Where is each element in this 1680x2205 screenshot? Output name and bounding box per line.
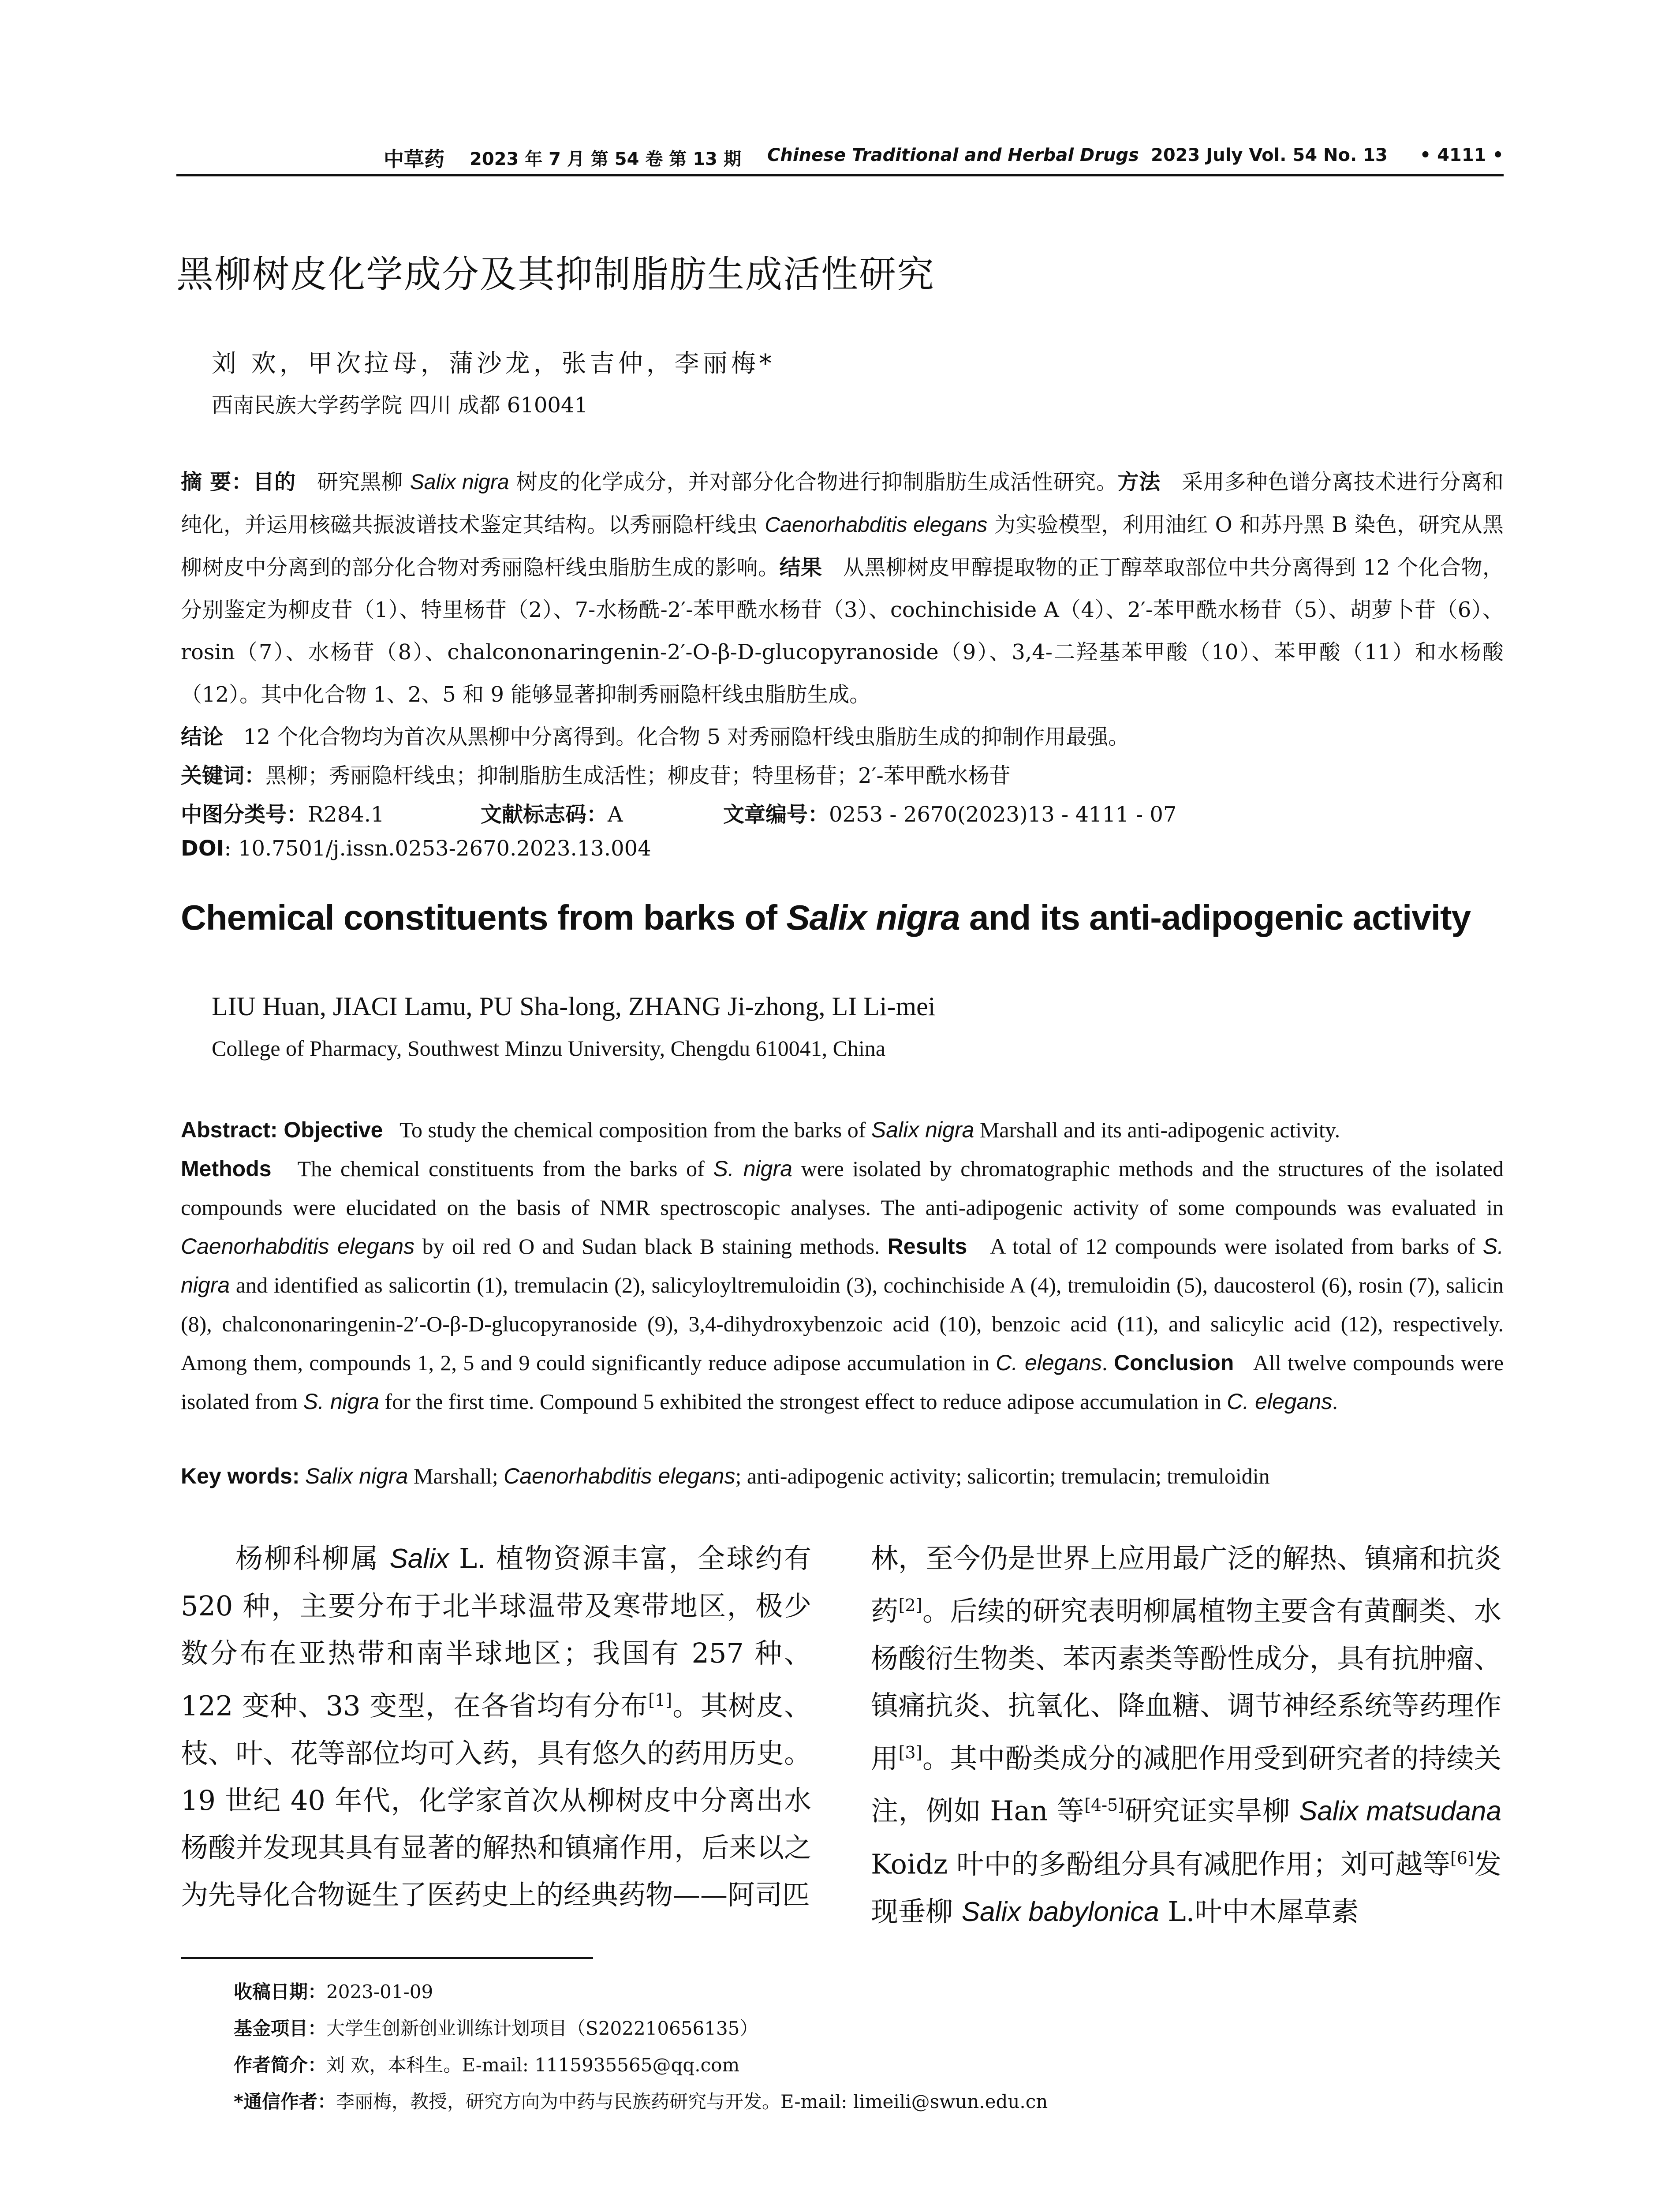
en-conclusion-worm: C. elegans <box>1227 1389 1333 1414</box>
doc-code-label: 文献标志码： <box>481 802 608 827</box>
running-header <box>176 139 1504 176</box>
cn-doc-code <box>481 797 623 828</box>
body-right-text-2: 。后续的研究表明柳属植物主要含有黄酮类、水杨酸衍生物类、苯丙素类等酚性成分，具有抗肿瘤、镇痛抗炎、抗氧化、降血糖、调节神经系统等药理作用 <box>871 1595 1501 1775</box>
en-species-name: Salix nigra <box>871 1117 974 1142</box>
cn-issue-info: 2023 年 7 月 第 54 卷 第 13 期 <box>470 149 741 169</box>
cn-title: 黑柳树皮化学成分及其抑制脂肪生成活性研究 <box>176 253 935 296</box>
cn-objective-label: 目的 <box>253 470 296 494</box>
cn-authors: 刘 欢，甲次拉母，蒲沙龙，张吉仲，李丽梅* <box>212 349 775 378</box>
corr-text: 李丽梅，教授，研究方向为中药与民族药研究与开发。E-mail: limeili@swun.edu.cn <box>336 2091 1048 2112</box>
en-conclusion-label: Conclusion <box>1114 1350 1234 1375</box>
clc-value: R284.1 <box>308 802 385 827</box>
doi-value[interactable]: : 10.7501/j.issn.0253-2670.2023.13.004 <box>224 836 651 861</box>
cn-methods-text-2: 为实验模型，利用油红 O 和苏丹黑 B 染色，研究从黑柳树皮中分离到的部分化合物对秀丽隐杆线虫脂肪生成的影响。 <box>181 512 1504 580</box>
doc-code-value: A <box>608 802 623 827</box>
bio-label: 作者简介： <box>234 2054 327 2076</box>
article-no-value: 0253 - 2670(2023)13 - 4111 - 07 <box>829 802 1177 827</box>
cn-species-name: Salix nigra <box>410 471 509 494</box>
cn-article-number <box>723 797 1176 828</box>
reference-3[interactable]: [3] <box>898 1742 922 1762</box>
cn-classification <box>181 797 385 828</box>
en-conclusion-text-1: All twelve compounds were isolated from <box>181 1350 1504 1414</box>
cn-affiliation: 西南民族大学药学院 四川 成都 610041 <box>212 393 588 418</box>
footnote-corresponding-author <box>234 2083 1512 2120</box>
body-left-text-3: 。其树皮、枝、叶、花等部位均可入药，具有悠久的药用历史。19 世纪 40 年代，化学家首次从柳树皮中分离出水杨酸并发现其具有显著的解热和镇痛作用，后来以之为先导化合物诞生了医药史上的经典药物——阿司匹 <box>181 1689 811 1911</box>
reference-6[interactable]: [6] <box>1450 1848 1474 1868</box>
footnote-author-bio <box>234 2047 1512 2083</box>
en-results-text-3: . <box>1102 1350 1108 1375</box>
body-column-right <box>871 1535 1501 1936</box>
en-keywords-text-2: ; anti-adipogenic activity; salicortin; tremulacin; tremuloidin <box>735 1464 1270 1488</box>
reference-4-5[interactable]: [4-5] <box>1084 1795 1125 1815</box>
doi-line <box>181 836 651 861</box>
en-conclusion-text-3: . <box>1332 1389 1338 1414</box>
cn-keywords-label: 关键词： <box>181 763 266 788</box>
en-title-species: Salix nigra <box>786 898 960 937</box>
en-results-worm: C. elegans <box>996 1350 1102 1375</box>
en-results-label: Results <box>887 1234 967 1259</box>
en-worm-name: Caenorhabditis elegans <box>181 1234 415 1259</box>
en-objective-text-2: Marshall and its anti-adipogenic activity. <box>974 1117 1340 1142</box>
received-date: 2023-01-09 <box>326 1981 433 2003</box>
en-keywords-worm: Caenorhabditis elegans <box>504 1464 735 1488</box>
cn-objective-text-2: 树皮的化学成分，并对部分化合物进行抑制脂肪生成活性研究。 <box>509 470 1118 494</box>
cn-abstract-label: 摘 要： <box>181 470 253 494</box>
page-number: • 4111 • <box>1419 145 1504 165</box>
footnote-fund <box>234 2010 1512 2047</box>
body-right-text-6: 发现垂柳 <box>871 1848 1501 1928</box>
cn-objective-text-1: 研究黑柳 <box>317 470 410 494</box>
clc-label: 中图分类号： <box>181 802 308 827</box>
en-results-text-1: A total of 12 compounds were isolated from barks of <box>990 1234 1483 1259</box>
footnotes <box>234 1973 1512 2120</box>
footnote-received <box>234 1973 1512 2010</box>
fund-text: 大学生创新创业训练计划项目（S202210656135） <box>326 2018 758 2039</box>
body-left-text-2: L. 植物资源丰富，全球约有 520 种，主要分布于北半球温带及寒带地区，极少数分布在亚热带和南半球地区；我国有 257 种、122 变种、33 变型，在各省均有分布 <box>181 1542 811 1722</box>
en-journal-name: Chinese Traditional and Herbal Drugs <box>767 145 1139 165</box>
en-objective-text-1: To study the chemical composition from the barks of <box>399 1117 871 1142</box>
en-methods-text-3: by oil red O and Sudan black B staining methods. <box>414 1234 880 1259</box>
en-conclusion-species: S. nigra <box>303 1389 380 1414</box>
species-matsudana: Salix matsudana <box>1299 1796 1501 1827</box>
received-label: 收稿日期： <box>234 1981 327 2003</box>
bio-text: 刘 欢，本科生。E-mail: 1115935565@qq.com <box>326 2054 740 2076</box>
en-conclusion-text-2: for the first time. Compound 5 exhibited the strongest effect to reduce adipose accumulation in <box>379 1389 1227 1414</box>
en-keywords <box>181 1463 1504 1489</box>
cn-results-label: 结果 <box>779 555 822 580</box>
body-right-text-1: 林，至今仍是世界上应用最广泛的解热、镇痛和抗炎药 <box>871 1542 1501 1627</box>
genus-name: Salix <box>389 1544 449 1574</box>
en-methods-text-1: The chemical constituents from the barks of <box>297 1156 713 1181</box>
cn-results-text: 从黑柳树皮甲醇提取物的正丁醇萃取部位中共分离得到 12 个化合物，分别鉴定为柳皮苷（1）、特里杨苷（2）、7-水杨酰-2′-苯甲酰水杨苷（3）、cochinchiside A（4）、2′-苯甲酰水杨苷（5）、胡萝卜苷（6）、rosin（7）、水杨苷（8）、chalcononaringenin-2′-O-β-D-glucopyranoside（9）、3,4-二羟基苯甲酸（10）、苯甲酸（11）和水杨酸（12）。其中化合物 1、2、5 和 9 能够显著抑制秀丽隐杆线虫脂肪生成。 <box>181 555 1504 707</box>
cn-worm-name: Caenorhabditis elegans <box>765 513 988 537</box>
en-abstract <box>181 1110 1504 1421</box>
en-issue-info: 2023 July Vol. 54 No. 13 <box>1151 145 1388 165</box>
cn-methods-label: 方法 <box>1117 470 1161 494</box>
cn-keywords <box>181 759 1011 789</box>
cn-abstract <box>181 461 1504 758</box>
article-no-label: 文章编号： <box>723 802 829 827</box>
en-methods-text-2: were isolated by chromatographic methods and the structures of the isolated compounds were elucidated on the basis of NMR spectroscopic analyses. The anti-adipogenic activity of some compounds was evaluated in <box>181 1156 1504 1220</box>
en-keywords-text-1: Marshall; <box>408 1464 504 1488</box>
body-column-left <box>181 1535 811 1918</box>
cn-methods-text-1: 采用多种色谱分离技术进行分离和纯化，并运用核磁共振波谱技术鉴定其结构。以秀丽隐杆线虫 <box>181 470 1504 537</box>
fund-label: 基金项目： <box>234 2018 327 2039</box>
en-keywords-species: Salix nigra <box>305 1464 408 1488</box>
species-babylonica: Salix babylonica <box>961 1896 1159 1927</box>
body-right-text-3: 。其中酚类成分的减肥作用受到研究者的持续关注，例如 Han 等 <box>871 1742 1501 1827</box>
en-affiliation: College of Pharmacy, Southwest Minzu University, Chengdu 610041, China <box>212 1036 886 1061</box>
en-title-part-2: and its anti-adipogenic activity <box>959 898 1471 937</box>
body-right-text-5: Koidz 叶中的多酚组分具有减肥作用；刘可越等 <box>871 1848 1450 1880</box>
cn-keywords-text: 黑柳；秀丽隐杆线虫；抑制脂肪生成活性；柳皮苷；特里杨苷；2′-苯甲酰水杨苷 <box>265 763 1011 788</box>
en-abstract-objective-label: Abstract: Objective <box>181 1117 383 1142</box>
cn-conclusion-text: 12 个化合物均为首次从黑柳中分离得到。化合物 5 对秀丽隐杆线虫脂肪生成的抑制作用最强。 <box>243 725 1130 749</box>
en-authors: LIU Huan, JIACI Lamu, PU Sha-long, ZHANG Ji-zhong, LI Li-mei <box>212 992 936 1021</box>
en-results-text-2: and identified as salicortin (1), tremulacin (2), salicyloyltremuloidin (3), cochinchiside A (4), tremuloidin (5), daucosterol (6), rosin (7), salicin (8), chalcononaringenin-2′-O-β-D-glucopyranoside (9), 3,4-dihydroxybenzoic acid (10), benzoic acid (11), and salicylic acid (12), respectively. Among them, compounds 1, 2, 5 and 9 could significantly reduce adipose accumulation in <box>181 1273 1504 1375</box>
en-title <box>181 897 1504 938</box>
journal-logo: 中草药 <box>384 147 444 171</box>
en-keywords-label: Key words: <box>181 1464 300 1488</box>
reference-2[interactable]: [2] <box>898 1596 922 1615</box>
corr-label: *通信作者： <box>234 2091 336 2112</box>
en-methods-label: Methods <box>181 1156 272 1181</box>
cn-conclusion-label: 结论 <box>181 725 224 749</box>
en-results-species: S. nigra <box>181 1234 1504 1297</box>
reference-1[interactable]: [1] <box>648 1690 672 1710</box>
doi-label: DOI <box>181 836 224 861</box>
body-left-text-1: 杨柳科柳属 <box>235 1542 390 1574</box>
footnote-divider <box>181 1957 593 1959</box>
en-species-abbr: S. nigra <box>713 1156 792 1181</box>
body-right-text-4: 研究证实旱柳 <box>1124 1794 1299 1827</box>
body-right-text-7: L.叶中木犀草素 <box>1159 1895 1359 1928</box>
en-title-part-1: Chemical constituents from barks of <box>181 898 787 937</box>
